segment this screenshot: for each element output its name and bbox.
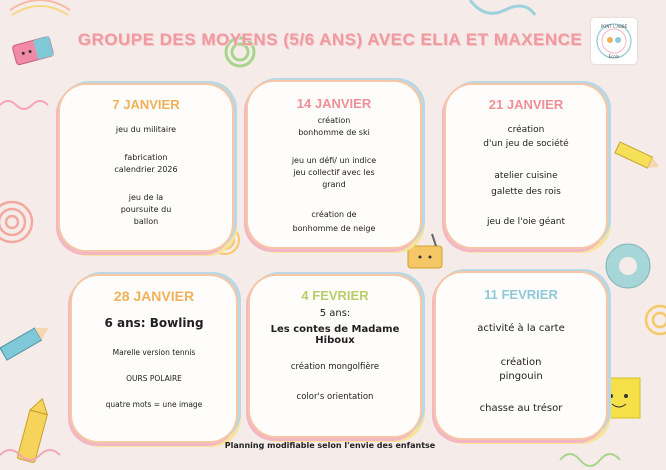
activity-line: calendrier 2026: [114, 165, 178, 174]
page-title: GROUPE DES MOYENS (5/6 ANS) AVEC ELIA ET MAXENCE: [77, 30, 583, 49]
activity-line: jeu un défi/ un indice: [291, 156, 377, 165]
activity-line: jeu de l'oie géant: [486, 217, 566, 227]
binder-clip-sticker: [408, 234, 442, 268]
activity-line: grand: [322, 180, 346, 189]
card-date: 21 JANVIER: [488, 97, 564, 112]
activity-line: jeu du militaire: [115, 125, 177, 134]
activity-line: chasse au trésor: [479, 403, 563, 414]
activity-line: bonhomme de neige: [292, 224, 376, 233]
activity-card-7-janvier: [60, 85, 232, 250]
spiral-doodle: [0, 202, 32, 242]
activity-line: création de: [311, 210, 357, 219]
activity-line: fabrication: [124, 153, 168, 162]
activity-line: 6 ans: Bowling: [104, 316, 204, 330]
card-date: 14 JANVIER: [296, 96, 372, 111]
activity-card-14-janvier: [248, 82, 420, 247]
crayon-sticker: [17, 396, 51, 462]
activity-card-21-janvier: [446, 85, 606, 247]
card-date: 28 JANVIER: [113, 288, 195, 304]
spiral-doodle: [646, 306, 666, 334]
activity-line: jeu de la: [128, 193, 164, 202]
activity-line: color's orientation: [296, 392, 374, 402]
card-date: 7 JANVIER: [112, 97, 180, 112]
activity-line: activité à la carte: [477, 323, 565, 334]
footer-note: Planning modifiable selon l'envie des enfantse: [224, 441, 436, 450]
activity-line: 5 ans:: [319, 308, 351, 319]
activity-line: pingouin: [499, 371, 543, 382]
activity-line: galette des rois: [491, 187, 561, 197]
activity-line: création: [500, 357, 542, 368]
svg-text:PONT L'ABBÉ: PONT L'ABBÉ: [600, 24, 628, 29]
activity-line: d'un jeu de société: [483, 139, 569, 149]
activity-line: atelier cuisine: [494, 171, 558, 181]
activity-card-28-janvier: [72, 276, 236, 441]
activity-line: ballon: [133, 217, 159, 226]
swirl-doodle: [470, 0, 535, 15]
activity-line: bonhomme de ski: [298, 128, 370, 137]
activity-card-4-fevrier: [250, 276, 420, 436]
tape-sticker: [606, 244, 650, 288]
activity-line: jeu collectif avec les: [293, 168, 375, 177]
school-logo: [591, 18, 637, 64]
activity-line: poursuite du: [120, 205, 172, 214]
wavy-doodle: [0, 101, 48, 109]
pencil-sticker: [615, 142, 662, 172]
activity-line: OURS POLAIRE: [126, 374, 182, 383]
activity-line: création: [317, 116, 351, 125]
activity-card-11-fevrier: [436, 273, 606, 438]
card-date: 4 FEVRIER: [301, 288, 369, 303]
svg-text:École: École: [608, 54, 620, 59]
eraser-sticker: [12, 36, 54, 65]
activity-line: Les contes de Madame Hiboux: [270, 324, 400, 346]
activity-line: quatre mots = une image: [105, 400, 203, 409]
activity-line: Marelle version tennis: [112, 348, 196, 357]
activity-line: création: [507, 125, 545, 135]
pencil-sticker: [0, 322, 52, 360]
wavy-doodle: [560, 454, 620, 466]
rainbow-doodle: [10, 0, 70, 15]
card-date: 11 FEVRIER: [484, 287, 558, 302]
activity-line: création mongolfière: [290, 362, 380, 372]
